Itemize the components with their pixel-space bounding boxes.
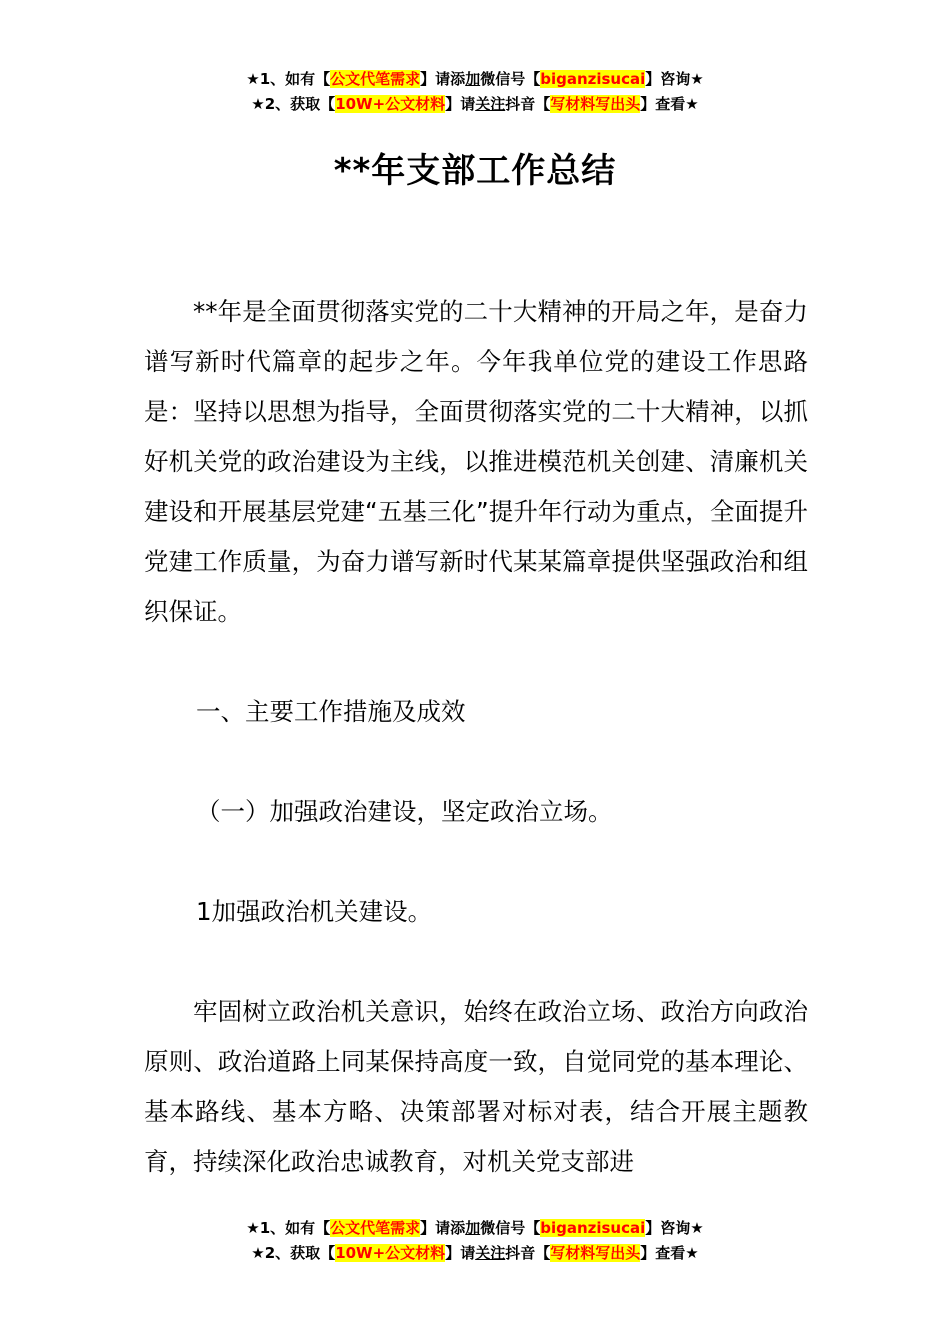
banner-text: ★2、获取【 (251, 1244, 336, 1262)
banner-text: 抖音【 (505, 95, 551, 113)
banner-text: 】请 (445, 1244, 476, 1262)
item-heading: 1加强政治机关建设。 (196, 897, 433, 926)
banner-highlight: 公文代笔需求 (330, 70, 421, 88)
banner-underline: 加 (465, 1219, 481, 1237)
banner-highlight: biganzisucai (540, 70, 646, 88)
subsection-heading: （一）加强政治建设，坚定政治立场。 (196, 797, 613, 826)
header-banner (0, 67, 950, 117)
banner-highlight: 公文代笔需求 (330, 1219, 421, 1237)
banner-text: 微信号【 (480, 1219, 541, 1237)
banner-text: ★1、如有【 (246, 1219, 331, 1237)
banner-underline: 加 (465, 70, 481, 88)
section-heading: 一、主要工作措施及成效 (196, 697, 466, 726)
banner-text: ★1、如有【 (246, 70, 331, 88)
document-body (144, 287, 808, 1187)
banner-highlight: 写材料写出头 (550, 1244, 641, 1262)
document-title: **年支部工作总结 (333, 151, 617, 191)
banner-line-2 (0, 92, 950, 117)
body-paragraph: 牢固树立政治机关意识，始终在政治立场、政治方向政治原则、政治道路上同某保持高度一致，自觉同党的基本理论、基本路线、基本方略、决策部署对标对表，结合开展主题教育，持续深化政治忠诚教育，对机关党支部进 (144, 997, 808, 1176)
banner-line-2 (0, 1241, 950, 1266)
banner-text: 】查看★ (640, 95, 699, 113)
banner-text: 】请 (445, 95, 476, 113)
banner-underline: 关注 (475, 1244, 506, 1262)
banner-text: ★2、获取【 (251, 95, 336, 113)
banner-text: 】请添 (420, 70, 466, 88)
banner-line-1 (0, 1216, 950, 1241)
intro-paragraph: **年是全面贯彻落实党的二十大精神的开局之年，是奋力谱写新时代篇章的起步之年。今年我单位党的建设工作思路是：坚持以思想为指导，全面贯彻落实党的二十大精神，以抓好机关党的政治建设为主线，以推进模范机关创建、清廉机关建设和开展基层党建“五基三化”提升年行动为重点，全面提升党建工作质量，为奋力谱写新时代某某篇章提供坚强政治和组织保证。 (144, 297, 808, 626)
banner-text: 微信号【 (480, 70, 541, 88)
banner-underline: 关注 (475, 95, 506, 113)
banner-highlight: biganzisucai (540, 1219, 646, 1237)
banner-text: 】请添 (420, 1219, 466, 1237)
banner-text: 抖音【 (505, 1244, 551, 1262)
banner-text: 】咨询★ (645, 1219, 704, 1237)
banner-highlight: 10W+公文材料 (335, 1244, 446, 1262)
banner-text: 】咨询★ (645, 70, 704, 88)
footer-banner (0, 1216, 950, 1266)
banner-highlight: 写材料写出头 (550, 95, 641, 113)
banner-line-1 (0, 67, 950, 92)
banner-text: 】查看★ (640, 1244, 699, 1262)
banner-highlight: 10W+公文材料 (335, 95, 446, 113)
